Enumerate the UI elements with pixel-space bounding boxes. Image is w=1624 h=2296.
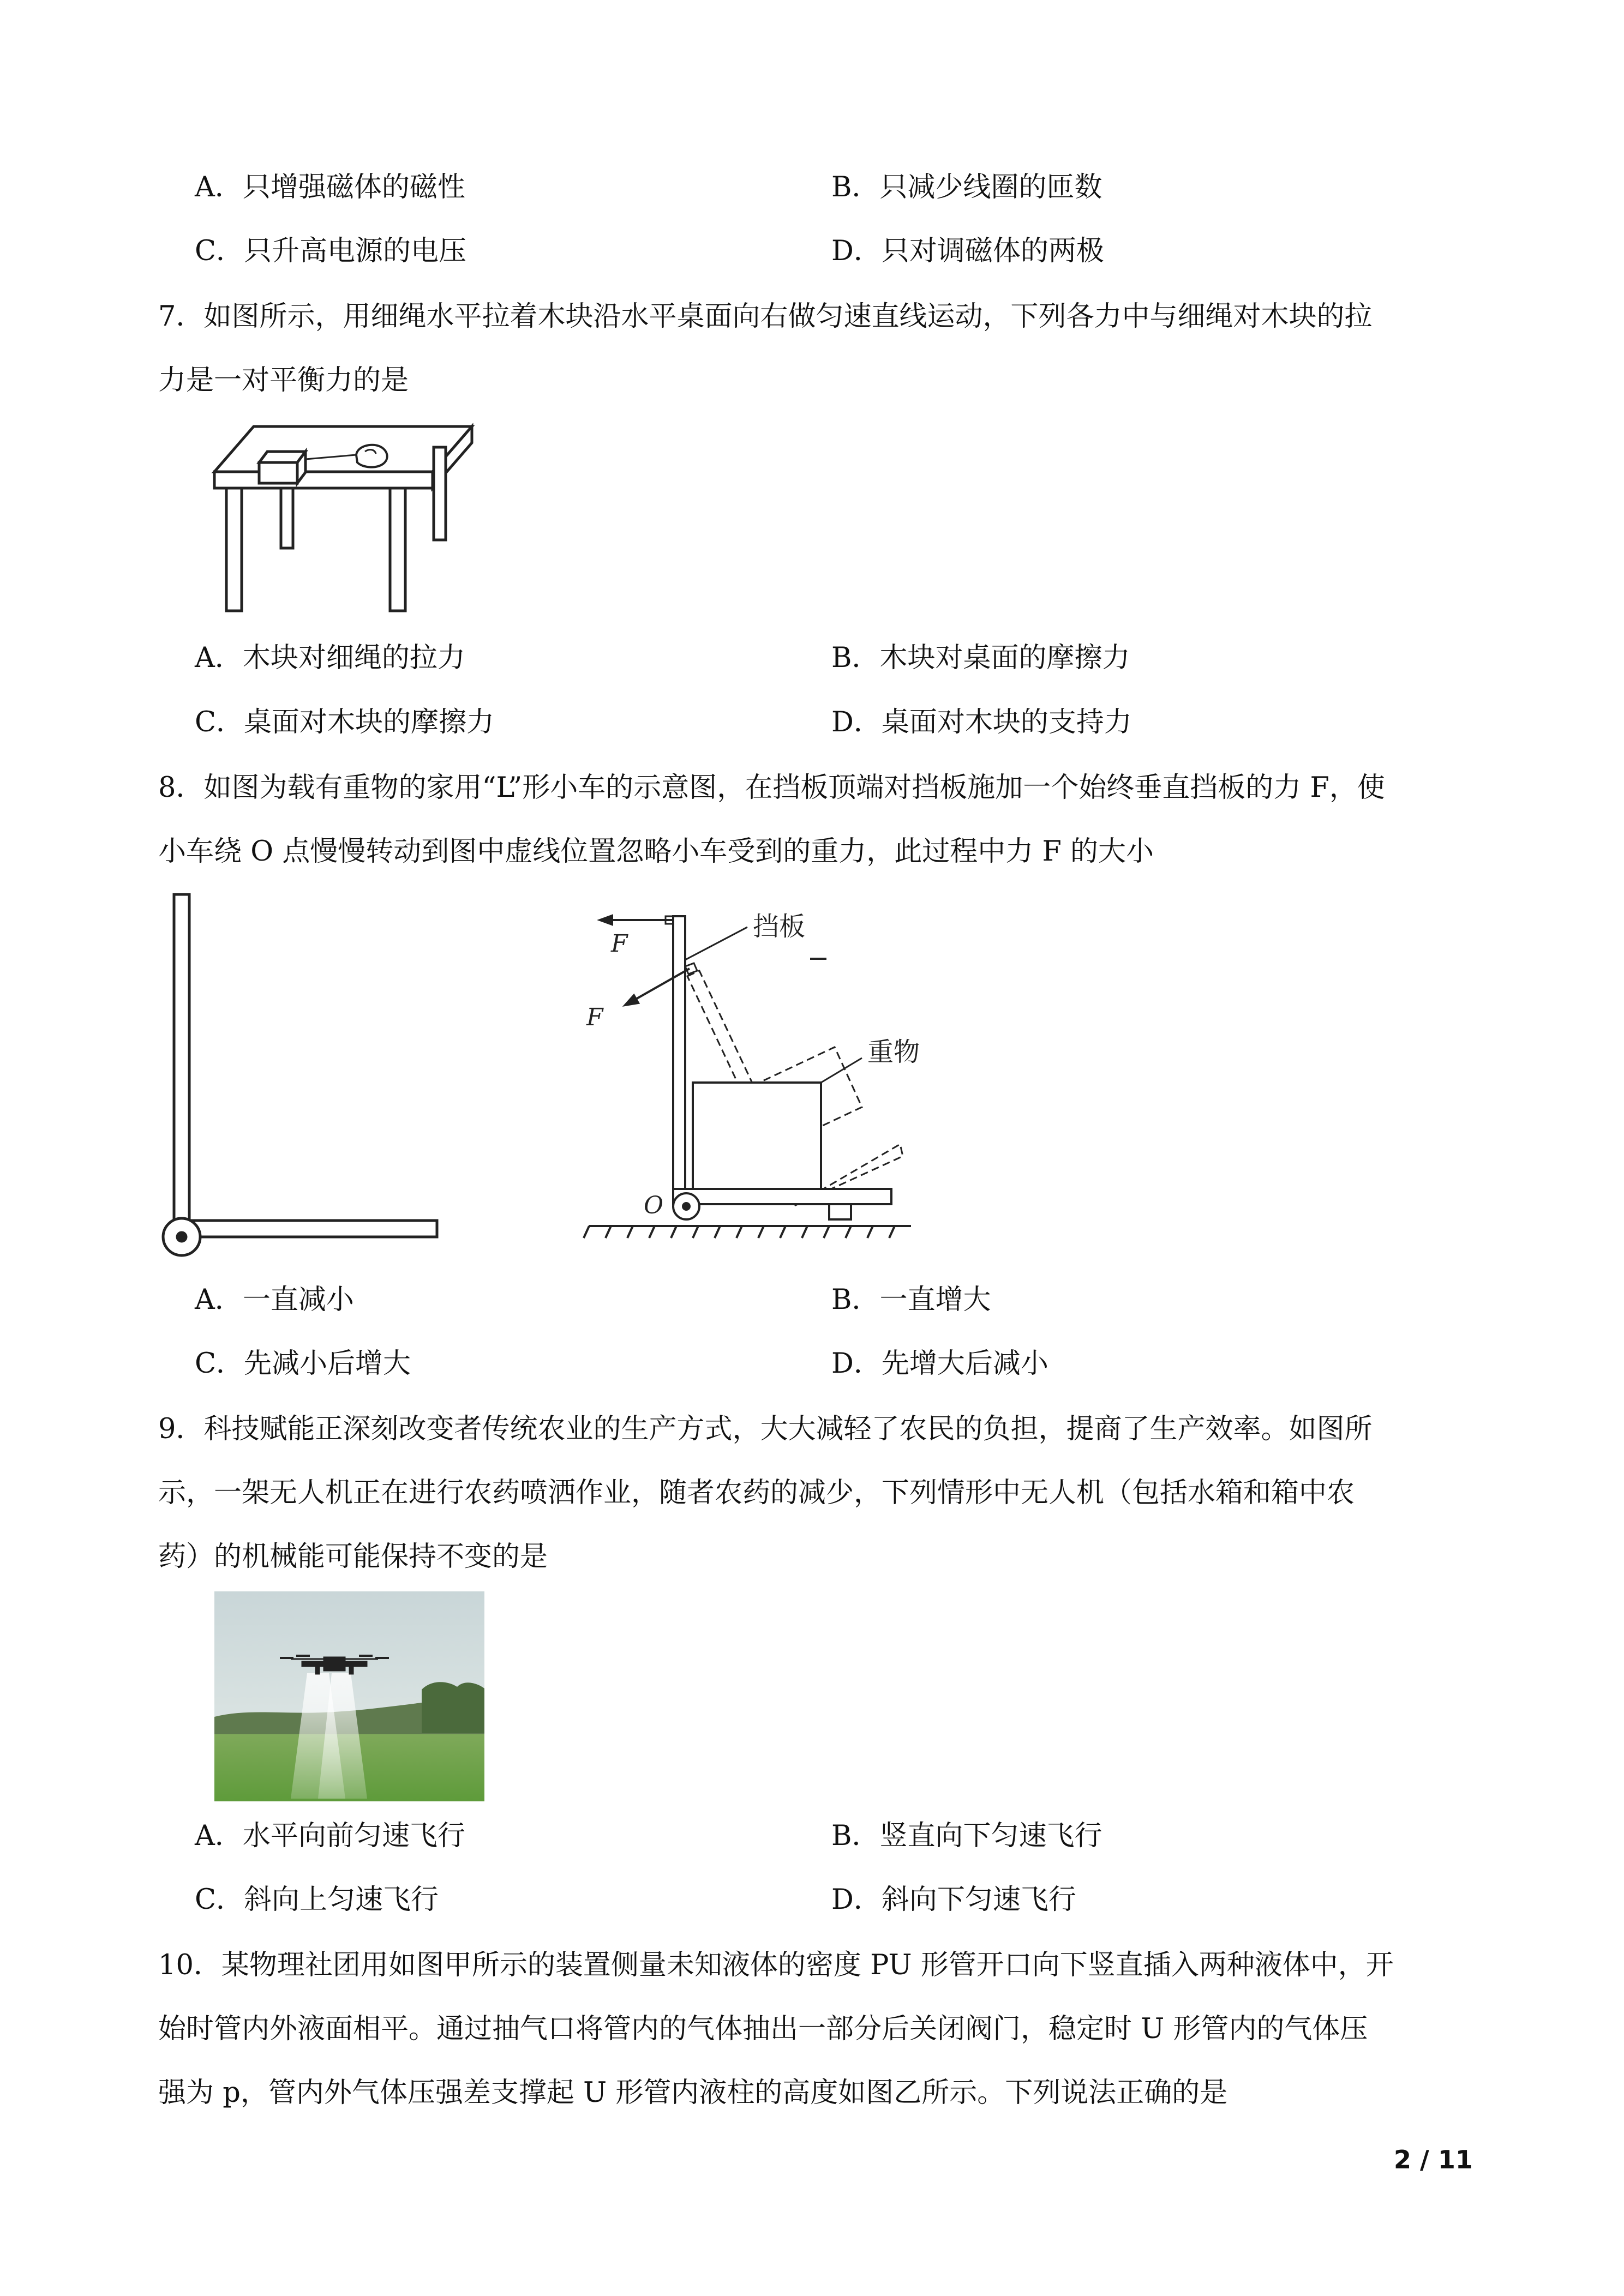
- q8-stem-line1: 8．如图为载有重物的家用“L”形小车的示意图，在挡板顶端对挡板施加一个始终垂直挡板的力 F，使: [158, 772, 1385, 804]
- q8-option-b[interactable]: B．一直增大: [831, 1284, 991, 1316]
- page-current: 2: [1394, 2145, 1412, 2174]
- q6-option-a[interactable]: A．只增强磁体的磁性: [195, 171, 465, 203]
- q9-stem-line2: 示，一架无人机正在进行农药喷洒作业，随者农药的减少，下列情形中无人机（包括水箱和箱中农: [158, 1477, 1355, 1509]
- q8-pivot-label: O: [644, 1192, 664, 1219]
- q8-stem-line2: 小车绕 O 点慢慢转动到图中虚线位置忽略小车受到的重力，此过程中力 F 的大小: [158, 836, 1154, 868]
- q9-option-a[interactable]: A．水平向前匀速飞行: [195, 1820, 465, 1852]
- page-total: 11: [1437, 2145, 1473, 2174]
- q10-stem-line1: 10．某物理社团用如图甲所示的装置侧量未知液体的密度 PU 形管开口向下竖直插入两种液体中，开: [158, 1949, 1394, 1981]
- q9-option-c[interactable]: C．斜向上匀速飞行: [195, 1884, 439, 1916]
- q6-option-d[interactable]: D．只对调磁体的两极: [831, 235, 1104, 267]
- q7-option-c[interactable]: C．桌面对木块的摩擦力: [195, 706, 495, 738]
- q7-option-d[interactable]: D．桌面对木块的支持力: [831, 706, 1132, 738]
- q7-option-b[interactable]: B．木块对桌面的摩擦力: [831, 642, 1130, 674]
- q9-stem-line1: 9．科技赋能正深刻改变者传统农业的生产方式，大大减轻了农民的负担，提商了生产效率。如图所: [158, 1413, 1373, 1445]
- q9-stem-line3: 药）的机械能可能保持不变的是: [158, 1541, 548, 1573]
- q7-stem-line2: 力是一对平衡力的是: [158, 364, 409, 396]
- q8-option-d[interactable]: D．先增大后减小: [831, 1348, 1048, 1380]
- q10-stem-line3: 强为 p，管内外气体压强差支撑起 U 形管内液柱的高度如图乙所示。下列说法正确的是: [158, 2077, 1228, 2109]
- q8-l-cart-figure: [155, 889, 450, 1265]
- q10-stem-line2: 始时管内外液面相平。通过抽气口将管内的气体抽出一部分后关闭阀门，稳定时 U 形管内的气体压: [158, 2013, 1368, 2045]
- q9-option-b[interactable]: B．竖直向下匀速飞行: [831, 1820, 1102, 1852]
- q8-option-a[interactable]: A．一直减小: [195, 1284, 354, 1316]
- q7-table-figure: [210, 420, 477, 616]
- page-number: [1394, 2145, 1473, 2174]
- q7-option-a[interactable]: A．木块对细绳的拉力: [195, 642, 465, 674]
- q9-option-d[interactable]: D．斜向下匀速飞行: [831, 1884, 1076, 1916]
- q8-option-c[interactable]: C．先减小后增大: [195, 1348, 411, 1380]
- q8-board-label: 挡板: [753, 911, 806, 942]
- page-separator: /: [1420, 2145, 1429, 2174]
- q8-force-label-lower: F: [586, 1003, 603, 1031]
- q6-option-c[interactable]: C．只升高电源的电压: [195, 235, 467, 267]
- q6-option-b[interactable]: B．只减少线圈的匝数: [831, 171, 1102, 203]
- q9-drone-photo: [214, 1591, 484, 1801]
- q8-weight-label: 重物: [867, 1037, 920, 1067]
- q8-cart-weight-figure: [578, 894, 927, 1265]
- q7-stem-line1: 7．如图所示，用细绳水平拉着木块沿水平桌面向右做匀速直线运动，下列各力中与细绳对木块的拉: [158, 300, 1373, 333]
- q8-force-label-upper: F: [611, 930, 628, 958]
